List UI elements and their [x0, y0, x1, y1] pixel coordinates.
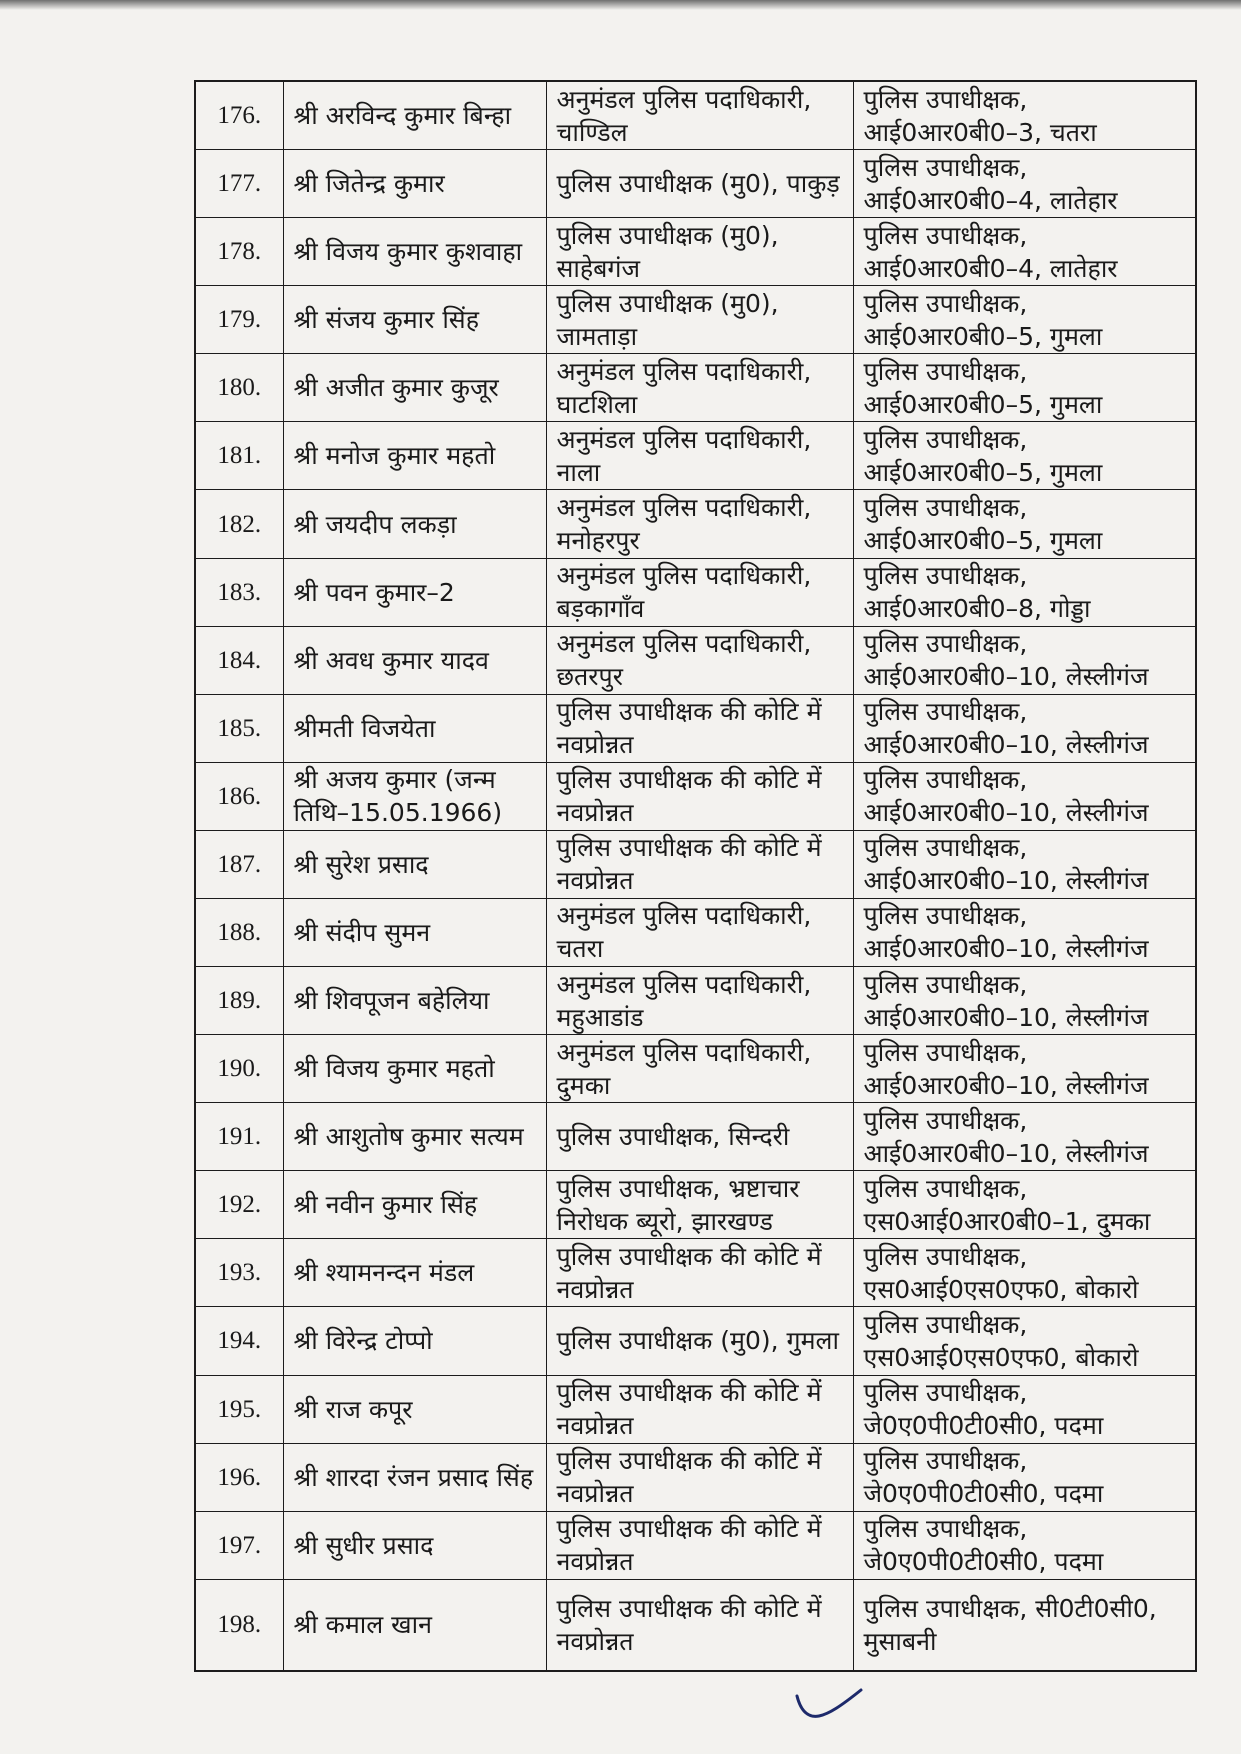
serial-number-cell: 184.	[195, 626, 283, 694]
table-row	[195, 694, 1196, 762]
new-posting-cell: पुलिस उपाधीक्षक, आई0आर0बी0–3, चतरा	[853, 81, 1196, 150]
serial-number-cell: 185.	[195, 694, 283, 762]
new-posting-cell: पुलिस उपाधीक्षक, जे0ए0पी0टी0सी0, पदमा	[853, 1511, 1196, 1579]
current-posting-cell: पुलिस उपाधीक्षक (मु0), गुमला	[546, 1307, 853, 1375]
officer-name-cell: श्री अजय कुमार (जन्म तिथि–15.05.1966)	[283, 762, 546, 830]
officer-name-cell: श्री संदीप सुमन	[283, 898, 546, 966]
new-posting-cell: पुलिस उपाधीक्षक, आई0आर0बी0–5, गुमला	[853, 422, 1196, 490]
table-row	[195, 218, 1196, 286]
table-row	[195, 1375, 1196, 1443]
table-row	[195, 830, 1196, 898]
table-row	[195, 558, 1196, 626]
new-posting-cell: पुलिस उपाधीक्षक, आई0आर0बी0–5, गुमला	[853, 490, 1196, 558]
table-row	[195, 626, 1196, 694]
officer-name-cell: श्री अरविन्द कुमार बिन्हा	[283, 81, 546, 150]
table-row	[195, 286, 1196, 354]
new-posting-cell: पुलिस उपाधीक्षक, आई0आर0बी0–10, लेस्लीगंज	[853, 898, 1196, 966]
officer-name-cell: श्री संजय कुमार सिंह	[283, 286, 546, 354]
officer-name-cell: श्री सुरेश प्रसाद	[283, 830, 546, 898]
table-row	[195, 1443, 1196, 1511]
table-row	[195, 898, 1196, 966]
current-posting-cell: अनुमंडल पुलिस पदाधिकारी, छतरपुर	[546, 626, 853, 694]
officer-name-cell: श्री विजय कुमार कुशवाहा	[283, 218, 546, 286]
serial-number-cell: 176.	[195, 81, 283, 150]
table-row	[195, 354, 1196, 422]
new-posting-cell: पुलिस उपाधीक्षक, आई0आर0बी0–10, लेस्लीगंज	[853, 830, 1196, 898]
new-posting-cell: पुलिस उपाधीक्षक, आई0आर0बी0–10, लेस्लीगंज	[853, 694, 1196, 762]
table-row	[195, 81, 1196, 150]
new-posting-cell: पुलिस उपाधीक्षक, आई0आर0बी0–5, गुमला	[853, 354, 1196, 422]
officer-name-cell: श्री श्यामनन्दन मंडल	[283, 1239, 546, 1307]
serial-number-cell: 182.	[195, 490, 283, 558]
serial-number-cell: 181.	[195, 422, 283, 490]
officer-name-cell: श्री अवध कुमार यादव	[283, 626, 546, 694]
new-posting-cell: पुलिस उपाधीक्षक, आई0आर0बी0–10, लेस्लीगंज	[853, 967, 1196, 1035]
new-posting-cell: पुलिस उपाधीक्षक, आई0आर0बी0–10, लेस्लीगंज	[853, 1035, 1196, 1103]
current-posting-cell: पुलिस उपाधीक्षक की कोटि में नवप्रोन्नत	[546, 830, 853, 898]
transfer-table-body	[195, 81, 1196, 1671]
officer-name-cell: श्री विजय कुमार महतो	[283, 1035, 546, 1103]
serial-number-cell: 188.	[195, 898, 283, 966]
serial-number-cell: 178.	[195, 218, 283, 286]
current-posting-cell: पुलिस उपाधीक्षक (मु0), साहेबगंज	[546, 218, 853, 286]
current-posting-cell: अनुमंडल पुलिस पदाधिकारी, चतरा	[546, 898, 853, 966]
current-posting-cell: अनुमंडल पुलिस पदाधिकारी, दुमका	[546, 1035, 853, 1103]
new-posting-cell: पुलिस उपाधीक्षक, आई0आर0बी0–8, गोड्डा	[853, 558, 1196, 626]
table-row	[195, 150, 1196, 218]
officer-name-cell: श्री विरेन्द्र टोप्पो	[283, 1307, 546, 1375]
officer-name-cell: श्री अजीत कुमार कुजूर	[283, 354, 546, 422]
new-posting-cell: पुलिस उपाधीक्षक, आई0आर0बी0–10, लेस्लीगंज	[853, 626, 1196, 694]
table-row	[195, 1035, 1196, 1103]
current-posting-cell: पुलिस उपाधीक्षक, सिन्दरी	[546, 1103, 853, 1171]
current-posting-cell: पुलिस उपाधीक्षक, भ्रष्टाचार निरोधक ब्यूरो, झारखण्ड	[546, 1171, 853, 1239]
officer-name-cell: श्री कमाल खान	[283, 1579, 546, 1671]
current-posting-cell: पुलिस उपाधीक्षक की कोटि में नवप्रोन्नत	[546, 762, 853, 830]
current-posting-cell: पुलिस उपाधीक्षक की कोटि में नवप्रोन्नत	[546, 1375, 853, 1443]
current-posting-cell: पुलिस उपाधीक्षक (मु0), पाकुड़	[546, 150, 853, 218]
serial-number-cell: 179.	[195, 286, 283, 354]
current-posting-cell: अनुमंडल पुलिस पदाधिकारी, चाण्डिल	[546, 81, 853, 150]
current-posting-cell: पुलिस उपाधीक्षक (मु0), जामताड़ा	[546, 286, 853, 354]
officer-name-cell: श्रीमती विजयेता	[283, 694, 546, 762]
current-posting-cell: पुलिस उपाधीक्षक की कोटि में नवप्रोन्नत	[546, 694, 853, 762]
officer-name-cell: श्री पवन कुमार–2	[283, 558, 546, 626]
serial-number-cell: 198.	[195, 1579, 283, 1671]
initials-signature	[793, 1686, 865, 1724]
table-row	[195, 762, 1196, 830]
officer-name-cell: श्री शारदा रंजन प्रसाद सिंह	[283, 1443, 546, 1511]
table-row	[195, 490, 1196, 558]
current-posting-cell: पुलिस उपाधीक्षक की कोटि में नवप्रोन्नत	[546, 1239, 853, 1307]
current-posting-cell: अनुमंडल पुलिस पदाधिकारी, मनोहरपुर	[546, 490, 853, 558]
serial-number-cell: 183.	[195, 558, 283, 626]
serial-number-cell: 187.	[195, 830, 283, 898]
new-posting-cell: पुलिस उपाधीक्षक, सी0टी0सी0, मुसाबनी	[853, 1579, 1196, 1671]
serial-number-cell: 177.	[195, 150, 283, 218]
current-posting-cell: पुलिस उपाधीक्षक की कोटि में नवप्रोन्नत	[546, 1511, 853, 1579]
new-posting-cell: पुलिस उपाधीक्षक, जे0ए0पी0टी0सी0, पदमा	[853, 1375, 1196, 1443]
new-posting-cell: पुलिस उपाधीक्षक, आई0आर0बी0–10, लेस्लीगंज	[853, 762, 1196, 830]
table-row	[195, 1307, 1196, 1375]
current-posting-cell: अनुमंडल पुलिस पदाधिकारी, नाला	[546, 422, 853, 490]
serial-number-cell: 192.	[195, 1171, 283, 1239]
officer-name-cell: श्री जयदीप लकड़ा	[283, 490, 546, 558]
serial-number-cell: 189.	[195, 967, 283, 1035]
officer-name-cell: श्री नवीन कुमार सिंह	[283, 1171, 546, 1239]
serial-number-cell: 191.	[195, 1103, 283, 1171]
new-posting-cell: पुलिस उपाधीक्षक, एस0आई0एस0एफ0, बोकारो	[853, 1307, 1196, 1375]
officer-name-cell: श्री राज कपूर	[283, 1375, 546, 1443]
serial-number-cell: 193.	[195, 1239, 283, 1307]
table-row	[195, 422, 1196, 490]
new-posting-cell: पुलिस उपाधीक्षक, एस0आई0एस0एफ0, बोकारो	[853, 1239, 1196, 1307]
current-posting-cell: अनुमंडल पुलिस पदाधिकारी, घाटशिला	[546, 354, 853, 422]
table-row	[195, 1579, 1196, 1671]
table-row	[195, 1239, 1196, 1307]
new-posting-cell: पुलिस उपाधीक्षक, आई0आर0बी0–4, लातेहार	[853, 218, 1196, 286]
serial-number-cell: 195.	[195, 1375, 283, 1443]
officer-name-cell: श्री शिवपूजन बहेलिया	[283, 967, 546, 1035]
current-posting-cell: पुलिस उपाधीक्षक की कोटि में नवप्रोन्नत	[546, 1579, 853, 1671]
table-row	[195, 967, 1196, 1035]
new-posting-cell: पुलिस उपाधीक्षक, आई0आर0बी0–5, गुमला	[853, 286, 1196, 354]
table-row	[195, 1171, 1196, 1239]
new-posting-cell: पुलिस उपाधीक्षक, जे0ए0पी0टी0सी0, पदमा	[853, 1443, 1196, 1511]
serial-number-cell: 196.	[195, 1443, 283, 1511]
serial-number-cell: 180.	[195, 354, 283, 422]
officer-name-cell: श्री सुधीर प्रसाद	[283, 1511, 546, 1579]
serial-number-cell: 197.	[195, 1511, 283, 1579]
new-posting-cell: पुलिस उपाधीक्षक, एस0आई0आर0बी0–1, दुमका	[853, 1171, 1196, 1239]
transfer-table	[194, 80, 1197, 1672]
officer-name-cell: श्री जितेन्द्र कुमार	[283, 150, 546, 218]
serial-number-cell: 190.	[195, 1035, 283, 1103]
serial-number-cell: 194.	[195, 1307, 283, 1375]
current-posting-cell: पुलिस उपाधीक्षक की कोटि में नवप्रोन्नत	[546, 1443, 853, 1511]
current-posting-cell: अनुमंडल पुलिस पदाधिकारी, महुआडांड	[546, 967, 853, 1035]
table-row	[195, 1511, 1196, 1579]
page-top-edge	[0, 0, 1241, 10]
current-posting-cell: अनुमंडल पुलिस पदाधिकारी, बड़कागाँव	[546, 558, 853, 626]
officer-name-cell: श्री आशुतोष कुमार सत्यम	[283, 1103, 546, 1171]
serial-number-cell: 186.	[195, 762, 283, 830]
new-posting-cell: पुलिस उपाधीक्षक, आई0आर0बी0–10, लेस्लीगंज	[853, 1103, 1196, 1171]
new-posting-cell: पुलिस उपाधीक्षक, आई0आर0बी0–4, लातेहार	[853, 150, 1196, 218]
table-row	[195, 1103, 1196, 1171]
officer-name-cell: श्री मनोज कुमार महतो	[283, 422, 546, 490]
